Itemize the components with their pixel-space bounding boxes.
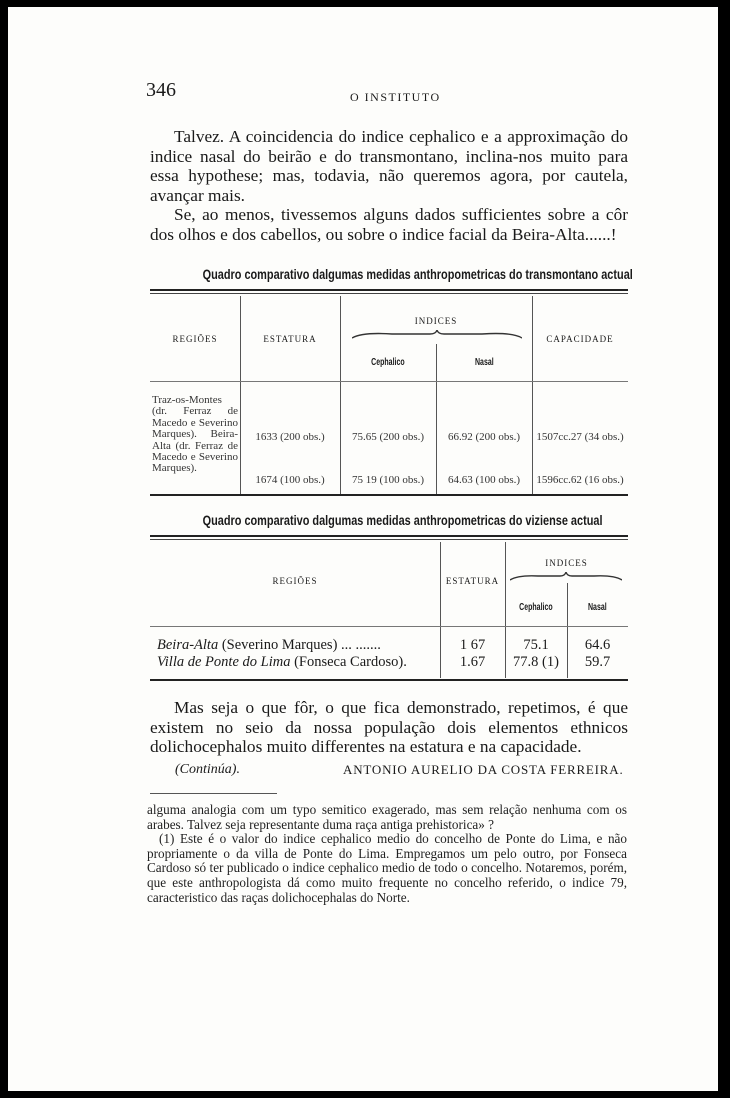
author-signature: ANTONIO AURELIO DA COSTA FERREIRA. <box>343 762 624 777</box>
table1-r1-cephalico: 75.65 (200 obs.) <box>351 431 425 443</box>
table1-header-estatura: ESTATURA <box>263 334 317 344</box>
table2-r1-nasal: 64.6 <box>584 637 611 653</box>
table2-header-nasal: Nasal <box>588 602 607 613</box>
table1-brace <box>352 330 522 340</box>
conclusion-paragraph: Mas seja o que fôr, o que fica demonstrado, repetimos, é que existem no seio da nossa população dois elementos ethnicos dolichocephalos muito differentes na estatura e na capacidade. <box>150 698 628 756</box>
table2-title: Quadro comparativo dalgumas medidas anthropometricas do viziense actual <box>202 512 603 528</box>
table2-r2-estatura: 1.67 <box>459 654 486 670</box>
table2-top-rule-thin <box>150 539 628 540</box>
table2-header-regioes: REGIÕES <box>272 576 318 586</box>
continua-note: (Continúa). <box>175 762 240 777</box>
table1-header-regioes: REGIÕES <box>172 334 218 344</box>
table1-header-indices: INDICES <box>414 316 458 326</box>
intro-text <box>150 127 628 244</box>
page-number: 346 <box>146 79 176 101</box>
table2-header-estatura: ESTATURA <box>445 576 500 586</box>
table1-region-cell: Traz-os-Montes (dr. Ferraz de Macedo e Severino Marques). Beira-Alta (dr. Ferraz de Macedo e Severino Marques). <box>152 394 238 475</box>
table1-top-rule <box>150 289 628 291</box>
table2-bottom-rule <box>150 679 628 681</box>
table1-r1-estatura: 1633 (200 obs.) <box>255 431 325 443</box>
table2-r2-cephalico: 77.8 (1) <box>513 654 559 670</box>
table1-r2-nasal: 64.63 (100 obs.) <box>447 474 521 486</box>
table1-r2-estatura: 1674 (100 obs.) <box>255 474 325 486</box>
footnote-continued: alguma analogia com um typo semitico exagerado, mas sem relação nenhuma com os arabes. Talvez seja representante duma raça antiga prehistorica» ? <box>147 802 627 832</box>
table2-row-1-region: Beira-Alta (Severino Marques) ... ....... <box>157 637 381 653</box>
table1-top-rule-thin <box>150 293 628 294</box>
footnote-separator <box>150 793 277 794</box>
conclusion-text <box>150 698 628 757</box>
intro-paragraph-1: Talvez. A coincidencia do indice cephalico e a approximação do indice nasal do beirão e do transmontano, inclina-nos muito para essa hypothese; mas, todavia, não queremos agora, por cautela, avançar mais. <box>150 127 628 205</box>
intro-paragraph-2: Se, ao menos, tivessemos alguns dados sufficientes sobre a côr dos olhos e dos cabellos, ou sobre o indice facial da Beira-Alta......! <box>150 205 628 244</box>
table2-header-cephalico: Cephalico <box>519 602 553 613</box>
table2-r1-estatura: 1 67 <box>459 637 486 653</box>
running-title: O INSTITUTO <box>350 90 441 104</box>
table1-header-capacidade: CAPACIDADE <box>546 334 614 344</box>
footnotes <box>147 803 627 905</box>
table1-r2-cephalico: 75 19 (100 obs.) <box>351 474 425 486</box>
table1-r1-nasal: 66.92 (200 obs.) <box>447 431 521 443</box>
table2-row-2-region: Villa de Ponte do Lima (Fonseca Cardoso). <box>157 654 407 670</box>
table1-r1-capacidade: 1507cc.27 (34 obs.) <box>536 431 624 443</box>
table1-header-cephalico: Cephalico <box>371 357 405 368</box>
table1-r2-capacidade: 1596cc.62 (16 obs.) <box>536 474 624 486</box>
table2-header-indices: INDICES <box>545 558 588 568</box>
table2-r1-cephalico: 75.1 <box>523 637 549 653</box>
table1-bottom-rule <box>150 494 628 496</box>
table1-header-nasal: Nasal <box>474 357 494 368</box>
table1-title: Quadro comparativo dalgumas medidas anthropometricas do transmontano actual <box>202 266 633 282</box>
footnote-1: (1) Este é o valor do indice cephalico medio do concelho de Ponte do Lima, e não propriamente o da villa de Ponte do Lima. Empregamos um pelo outro, por Fonseca Cardoso só ter publicado o indice cephalico medio de todo o concelho. Notaremos, porém, que este anthropologista dá como muito frequente no concelho referido, o indice 79, caracteristico das raças dolichocephalas do Norte. <box>147 831 627 905</box>
table2-r2-nasal: 59.7 <box>584 654 611 670</box>
table2-brace <box>510 572 622 582</box>
table2-top-rule <box>150 535 628 537</box>
